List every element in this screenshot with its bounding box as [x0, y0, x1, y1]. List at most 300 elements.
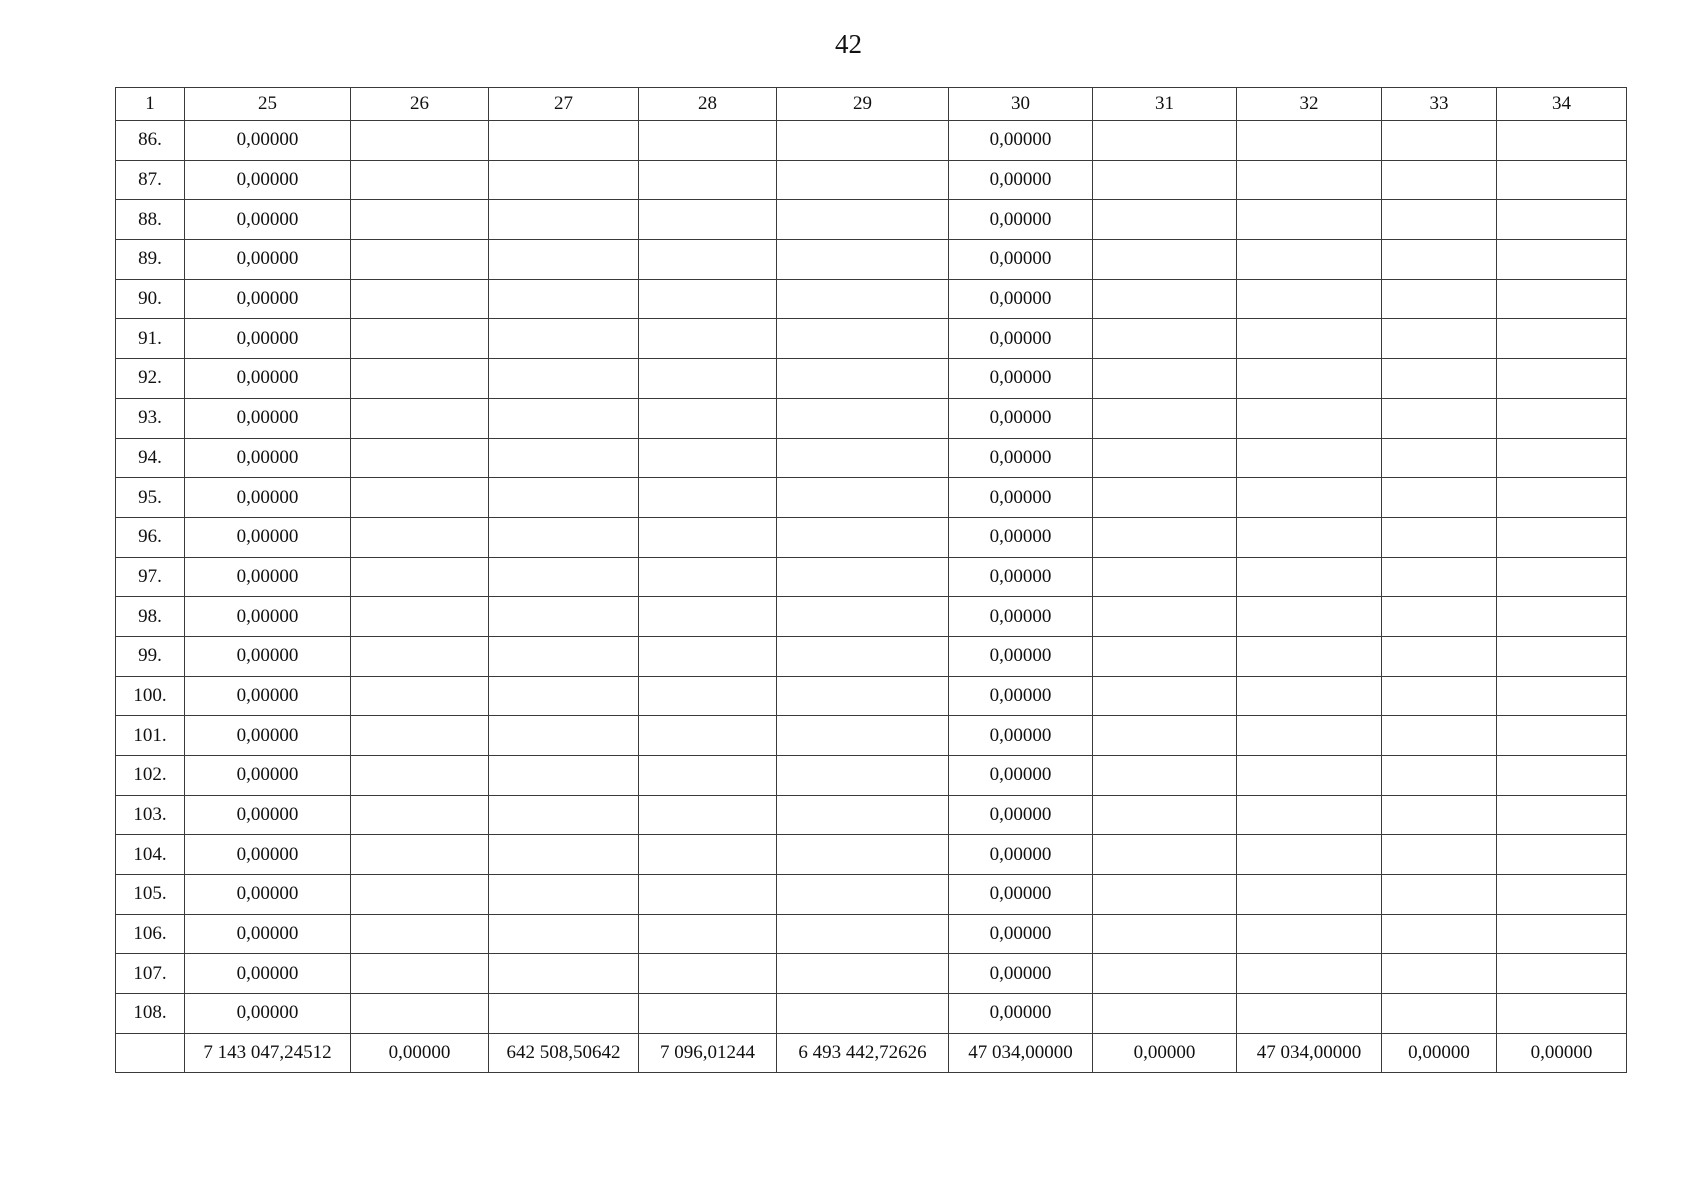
table-cell [777, 716, 949, 756]
table-cell [1382, 359, 1497, 399]
table-cell [1237, 676, 1382, 716]
row-number-cell: 96. [116, 517, 185, 557]
table-cell [1093, 319, 1237, 359]
table-cell [1382, 875, 1497, 915]
table-row [116, 835, 1627, 875]
table-cell [1093, 200, 1237, 240]
table-cell [489, 994, 639, 1034]
column-header: 31 [1093, 88, 1237, 121]
table-cell [639, 438, 777, 478]
table-cell: 0,00000 [185, 478, 351, 518]
table-cell: 0,00000 [185, 676, 351, 716]
table-cell [1497, 517, 1627, 557]
table-cell [777, 121, 949, 161]
total-cell: 642 508,50642 [489, 1033, 639, 1072]
table-cell: 0,00000 [949, 597, 1093, 637]
table-cell: 0,00000 [185, 994, 351, 1034]
table-cell [1382, 756, 1497, 796]
row-number-cell: 88. [116, 200, 185, 240]
table-cell [639, 160, 777, 200]
table-cell [1382, 795, 1497, 835]
table-cell [1497, 478, 1627, 518]
table-cell [351, 557, 489, 597]
table-cell: 0,00000 [949, 914, 1093, 954]
table-cell [351, 835, 489, 875]
table-cell [351, 795, 489, 835]
table-cell: 0,00000 [185, 557, 351, 597]
table-row [116, 716, 1627, 756]
table-cell [351, 319, 489, 359]
table-cell [639, 954, 777, 994]
table-cell [777, 914, 949, 954]
row-number-cell: 86. [116, 121, 185, 161]
table-cell [777, 676, 949, 716]
table-cell [1093, 994, 1237, 1034]
table-cell [489, 597, 639, 637]
table-cell [777, 359, 949, 399]
table-cell [1497, 121, 1627, 161]
table-cell [639, 597, 777, 637]
row-number-cell: 98. [116, 597, 185, 637]
table-row [116, 954, 1627, 994]
table-cell: 0,00000 [949, 478, 1093, 518]
table-cell: 0,00000 [949, 438, 1093, 478]
table-cell [1382, 438, 1497, 478]
table-cell [1237, 160, 1382, 200]
table-cell [1237, 121, 1382, 161]
table-cell [639, 121, 777, 161]
table-cell [639, 319, 777, 359]
table-cell [489, 200, 639, 240]
row-number-cell: 90. [116, 279, 185, 319]
table-cell [489, 160, 639, 200]
table-cell: 0,00000 [949, 994, 1093, 1034]
table-cell [351, 756, 489, 796]
table-cell [777, 438, 949, 478]
row-number-cell: 87. [116, 160, 185, 200]
table-cell [1382, 994, 1497, 1034]
table-cell [639, 200, 777, 240]
table-cell [1497, 160, 1627, 200]
row-number-cell: 94. [116, 438, 185, 478]
table-cell [1237, 200, 1382, 240]
table-cell [1497, 359, 1627, 399]
total-cell: 47 034,00000 [1237, 1033, 1382, 1072]
table-cell [1237, 557, 1382, 597]
table-cell [351, 954, 489, 994]
table-cell [639, 835, 777, 875]
column-header: 25 [185, 88, 351, 121]
table-row [116, 359, 1627, 399]
table-body [116, 121, 1627, 1034]
total-cell: 0,00000 [1382, 1033, 1497, 1072]
table-row [116, 597, 1627, 637]
table-cell [1497, 597, 1627, 637]
table-footer [116, 1033, 1627, 1072]
table-cell [489, 914, 639, 954]
table-cell [351, 517, 489, 557]
table-cell [1093, 835, 1237, 875]
table-cell [489, 279, 639, 319]
table-cell [639, 240, 777, 280]
total-cell: 0,00000 [1093, 1033, 1237, 1072]
table-cell [1093, 398, 1237, 438]
table-cell: 0,00000 [949, 875, 1093, 915]
table-cell: 0,00000 [949, 200, 1093, 240]
table-cell [1382, 398, 1497, 438]
table-cell [489, 835, 639, 875]
table-cell [1497, 756, 1627, 796]
table-row [116, 517, 1627, 557]
table-cell [1382, 716, 1497, 756]
table-cell [777, 279, 949, 319]
table-cell [1497, 954, 1627, 994]
table-cell [351, 597, 489, 637]
table-cell: 0,00000 [185, 914, 351, 954]
table-cell [1497, 398, 1627, 438]
table-row [116, 438, 1627, 478]
row-number-cell: 107. [116, 954, 185, 994]
table-cell [351, 398, 489, 438]
table-cell [351, 359, 489, 399]
column-header: 1 [116, 88, 185, 121]
table-cell [1237, 835, 1382, 875]
row-number-cell: 100. [116, 676, 185, 716]
table-cell [777, 200, 949, 240]
table-cell [1093, 517, 1237, 557]
table-cell [1237, 954, 1382, 994]
table-cell [1382, 240, 1497, 280]
table-cell [1237, 914, 1382, 954]
table-row [116, 676, 1627, 716]
table-cell [777, 517, 949, 557]
table-cell: 0,00000 [185, 279, 351, 319]
table-cell [1382, 121, 1497, 161]
table-cell [489, 240, 639, 280]
table-cell: 0,00000 [185, 597, 351, 637]
table-cell [777, 398, 949, 438]
column-header: 32 [1237, 88, 1382, 121]
table-cell [351, 160, 489, 200]
table-cell [1093, 597, 1237, 637]
table-cell [639, 636, 777, 676]
row-number-cell: 89. [116, 240, 185, 280]
table-cell: 0,00000 [185, 398, 351, 438]
table-cell [1237, 240, 1382, 280]
table-cell: 0,00000 [185, 835, 351, 875]
table-cell [639, 716, 777, 756]
table-cell [639, 914, 777, 954]
table-cell [639, 795, 777, 835]
table-cell [639, 279, 777, 319]
table-cell [1237, 319, 1382, 359]
table-cell [1497, 636, 1627, 676]
table-cell [1382, 636, 1497, 676]
table-cell [1237, 359, 1382, 399]
table-cell [639, 517, 777, 557]
table-cell [489, 557, 639, 597]
table-cell: 0,00000 [185, 121, 351, 161]
total-cell: 0,00000 [351, 1033, 489, 1072]
table-cell [489, 319, 639, 359]
table-cell [489, 676, 639, 716]
table-row [116, 160, 1627, 200]
table-row [116, 398, 1627, 438]
row-number-cell: 105. [116, 875, 185, 915]
table-cell [489, 121, 639, 161]
row-number-cell: 108. [116, 994, 185, 1034]
table-cell [1093, 557, 1237, 597]
table-cell: 0,00000 [949, 557, 1093, 597]
table-cell [1093, 756, 1237, 796]
table-cell [1382, 676, 1497, 716]
table-row [116, 875, 1627, 915]
table-cell [1382, 279, 1497, 319]
table-cell [777, 954, 949, 994]
table-cell [1093, 875, 1237, 915]
table-cell [777, 875, 949, 915]
table-cell [351, 279, 489, 319]
table-row [116, 200, 1627, 240]
table-cell [639, 676, 777, 716]
table-cell [777, 160, 949, 200]
row-number-cell: 91. [116, 319, 185, 359]
table-cell [639, 994, 777, 1034]
table-cell [1093, 478, 1237, 518]
table-cell: 0,00000 [185, 240, 351, 280]
table-cell: 0,00000 [185, 359, 351, 399]
table-cell [1497, 835, 1627, 875]
table-cell [1382, 200, 1497, 240]
table-row [116, 319, 1627, 359]
table-cell [351, 121, 489, 161]
table-cell [1497, 557, 1627, 597]
column-header: 26 [351, 88, 489, 121]
totals-row [116, 1033, 1627, 1072]
table-cell [1093, 914, 1237, 954]
table-cell [489, 954, 639, 994]
table-cell [1382, 597, 1497, 637]
table-cell [1237, 875, 1382, 915]
table-cell [1382, 835, 1497, 875]
table-cell [489, 517, 639, 557]
table-cell: 0,00000 [949, 795, 1093, 835]
table-cell: 0,00000 [185, 756, 351, 796]
table-cell: 0,00000 [949, 835, 1093, 875]
row-number-cell: 95. [116, 478, 185, 518]
table-cell [489, 398, 639, 438]
table-cell [777, 795, 949, 835]
table-cell [351, 716, 489, 756]
table-row [116, 636, 1627, 676]
table-cell [351, 875, 489, 915]
table-row [116, 478, 1627, 518]
table-cell [1093, 279, 1237, 319]
table-cell [1497, 200, 1627, 240]
column-header: 30 [949, 88, 1093, 121]
row-number-cell: 99. [116, 636, 185, 676]
column-header: 29 [777, 88, 949, 121]
table-cell [1237, 994, 1382, 1034]
total-cell: 47 034,00000 [949, 1033, 1093, 1072]
table-cell [489, 875, 639, 915]
table-cell [489, 756, 639, 796]
row-number-cell: 93. [116, 398, 185, 438]
table-cell: 0,00000 [949, 319, 1093, 359]
row-number-cell: 92. [116, 359, 185, 399]
table-cell [1237, 795, 1382, 835]
table-cell [1497, 438, 1627, 478]
table-cell: 0,00000 [949, 160, 1093, 200]
table-cell [1237, 279, 1382, 319]
table-cell [1093, 636, 1237, 676]
table-row [116, 279, 1627, 319]
column-header: 34 [1497, 88, 1627, 121]
table-cell [1093, 240, 1237, 280]
table-row [116, 795, 1627, 835]
table-cell [1497, 875, 1627, 915]
table-cell [1093, 795, 1237, 835]
table-cell [1093, 676, 1237, 716]
table-cell [1382, 914, 1497, 954]
table-cell: 0,00000 [949, 398, 1093, 438]
table-cell [1093, 121, 1237, 161]
table-cell [1237, 716, 1382, 756]
table-cell: 0,00000 [185, 517, 351, 557]
table-cell [1237, 636, 1382, 676]
table-cell [1382, 478, 1497, 518]
total-cell: 7 096,01244 [639, 1033, 777, 1072]
table-row [116, 914, 1627, 954]
table-cell: 0,00000 [185, 716, 351, 756]
table-cell [1497, 994, 1627, 1034]
table-cell [489, 795, 639, 835]
table-cell [351, 240, 489, 280]
table-cell: 0,00000 [185, 795, 351, 835]
table-row [116, 121, 1627, 161]
table-cell: 0,00000 [185, 319, 351, 359]
table-cell [489, 636, 639, 676]
table-cell: 0,00000 [949, 636, 1093, 676]
table-cell [639, 359, 777, 399]
column-header: 27 [489, 88, 639, 121]
table-cell [777, 597, 949, 637]
table-cell [1237, 438, 1382, 478]
table-row [116, 756, 1627, 796]
table-cell [351, 438, 489, 478]
table-cell [489, 438, 639, 478]
row-number-cell: 106. [116, 914, 185, 954]
table-cell [351, 994, 489, 1034]
column-header: 28 [639, 88, 777, 121]
total-cell: 6 493 442,72626 [777, 1033, 949, 1072]
row-number-cell: 103. [116, 795, 185, 835]
table-cell [639, 478, 777, 518]
table-cell [1237, 756, 1382, 796]
table-cell [351, 478, 489, 518]
table-cell [1093, 438, 1237, 478]
table-cell [1237, 597, 1382, 637]
total-cell: 0,00000 [1497, 1033, 1627, 1072]
table-cell [777, 636, 949, 676]
total-cell: 7 143 047,24512 [185, 1033, 351, 1072]
table-cell: 0,00000 [185, 954, 351, 994]
row-number-cell: 97. [116, 557, 185, 597]
table-cell [1093, 716, 1237, 756]
table-cell [777, 557, 949, 597]
table-cell [639, 398, 777, 438]
table-cell: 0,00000 [949, 121, 1093, 161]
table-cell [489, 478, 639, 518]
table-cell [777, 240, 949, 280]
table-cell: 0,00000 [185, 438, 351, 478]
table-cell [351, 636, 489, 676]
table-cell [1093, 160, 1237, 200]
table-cell [1497, 279, 1627, 319]
table-cell [1382, 517, 1497, 557]
table-cell [1497, 795, 1627, 835]
table-cell: 0,00000 [949, 716, 1093, 756]
table-cell [1382, 160, 1497, 200]
table-cell [1382, 954, 1497, 994]
table-cell [777, 994, 949, 1034]
table-cell [777, 835, 949, 875]
table-cell [1237, 517, 1382, 557]
table-cell [1093, 954, 1237, 994]
table-cell [351, 200, 489, 240]
table-cell [351, 914, 489, 954]
table-cell [1497, 676, 1627, 716]
table-cell: 0,00000 [185, 875, 351, 915]
table-cell [351, 676, 489, 716]
table-cell [1497, 240, 1627, 280]
table-cell [1497, 914, 1627, 954]
row-number-cell: 102. [116, 756, 185, 796]
table-cell [777, 319, 949, 359]
table-cell [1382, 557, 1497, 597]
table-cell [489, 716, 639, 756]
table-cell [777, 478, 949, 518]
table-cell: 0,00000 [949, 517, 1093, 557]
table-cell: 0,00000 [949, 240, 1093, 280]
table-cell [1237, 478, 1382, 518]
row-number-cell: 104. [116, 835, 185, 875]
table-cell [1093, 359, 1237, 399]
table-cell [1382, 319, 1497, 359]
table-row [116, 240, 1627, 280]
table-cell [639, 756, 777, 796]
table-cell [639, 875, 777, 915]
table-cell: 0,00000 [949, 954, 1093, 994]
table-cell [489, 359, 639, 399]
table-cell: 0,00000 [185, 636, 351, 676]
table-cell: 0,00000 [949, 756, 1093, 796]
table-row [116, 557, 1627, 597]
table-cell: 0,00000 [185, 200, 351, 240]
header-row [116, 88, 1627, 121]
table-cell [777, 756, 949, 796]
table-cell [1237, 398, 1382, 438]
table-cell [1497, 319, 1627, 359]
row-number-cell: 101. [116, 716, 185, 756]
data-table [115, 87, 1627, 1073]
table-cell: 0,00000 [949, 279, 1093, 319]
page-number: 42 [835, 29, 862, 59]
total-cell [116, 1033, 185, 1072]
table-cell: 0,00000 [949, 676, 1093, 716]
table-cell [1497, 716, 1627, 756]
table-header [116, 88, 1627, 121]
